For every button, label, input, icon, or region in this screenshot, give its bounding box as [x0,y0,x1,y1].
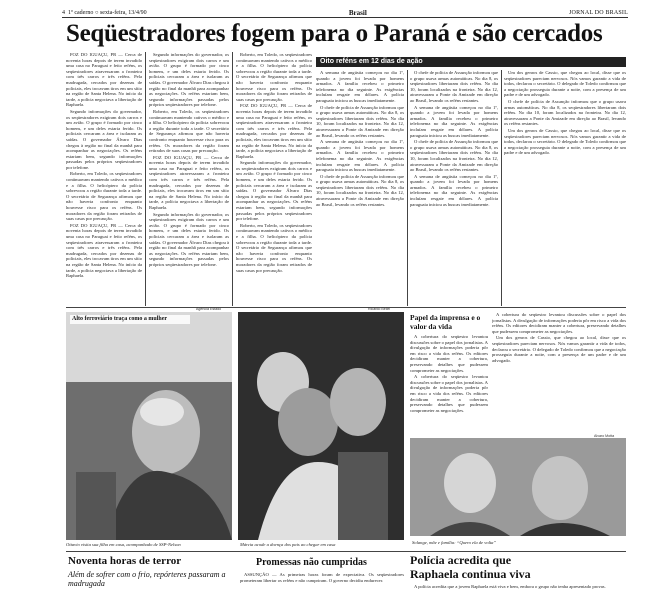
press-role-text [410,334,488,436]
story-alive-headline-line-2: Raphaela continua viva [410,567,531,581]
issue-date: 1º caderno ○ sexta-feira, 13/4/90 [68,9,147,16]
column-divider [232,52,233,306]
story-terror-headline: Noventa horas de terror [68,555,182,567]
photo-father-caption: Ottavio visita sua filha em casa, acompanhado de SSP-Nelson [66,542,181,547]
column-2-text-cont: Roberto, em Toledo, os seqüestradores continuavam mantendo cativos o médico e a filha. O helicóptero da polícia sobrevoou a região durante toda a tarde. O secretário de Segurança afirmou que não haveria confronto enquanto houvesse risco para os reféns. Os moradores da região foram retirados de suas casas por precaução. [149,108,229,154]
photo-father-image [66,312,232,540]
paper-name: JORNAL DO BRASIL [569,9,628,16]
section-divider [66,551,626,552]
timeline-2-text-end: A semana de angústia começou no dia 1º, quando a jovem foi levada por homens armados. A família recebeu o primeiro telefonema no dia seguinte. As exigências incluíam resgate em dólares. A polícia paraguaia iniciou as buscas imediatamente. [410,173,498,207]
right-news-column [504,70,626,306]
photo-embrace-credit: Ricardo Beliel [368,307,391,311]
photo-father-title: Alto ferroviário traça como a mulher [70,315,190,324]
column-divider [145,52,146,306]
right-column-text-cont: O chefe de polícia de Assunção informou que o grupo usava armas automáticas. No dia 8, os seqüestradores libertaram dois reféns. No dia 10, foram localizados na fronteira. No dia 12, atravessaram a Ponte da Amizade em direção ao Brasil, levando os reféns restantes. [504,98,626,127]
column-3-text-end: Roberto, em Toledo, os seqüestradores continuavam mantendo cativos o médico e a filha. O helicóptero da polícia sobrevoou a região durante toda a tarde. O secretário de Segurança afirmou que não haveria confronto enquanto houvesse risco para os reféns. Os moradores da região foram retirados de suas casas por precaução. [236,222,312,273]
photo-embrace-image [238,312,404,540]
story-alive-paragraph: A polícia acredita que a jovem Raphaela está viva e bem, embora o grupo não tenha apresentado provas. [414,584,606,589]
timeline-1-text-cont: O chefe de polícia de Assunção informou que o grupo usava armas automáticas. No dia 8, os seqüestradores libertaram dois reféns. No dia 10, foram localizados na fronteira. No dia 12, atravessaram a Ponte da Amizade em direção ao Brasil, levando os reféns restantes. [316,104,404,138]
press-role-paragraph-cont: A cobertura do seqüestro levantou discussões sobre o papel dos jornalistas. A divulgação de informações poderia pôr em risco a vida dos reféns. Os editores decidiram manter a cobertura, preservando detalhes que pudessem comprometer as negociações. [410,374,488,413]
column-3-text-more: Segundo informações do governador, os seqüestradores exigiram dois carros e um avião. O grupo é formado por cinco homens, e um deles estaria ferido. Os policiais cercaram a área e isolaram as saídas. O governador Álvaro Dias chegou à região no final da manhã para acompanhar as negociações. Os reféns estariam bem, segundo informações passadas pelos próprios seqüestradores por telefone. [236,160,312,222]
main-headline: Seqüestradores fogem para o Paraná e são cercados [66,20,603,47]
timeline-2-text-more: O chefe de polícia de Assunção informou que o grupo usava armas automáticas. No dia 8, os seqüestradores libertaram dois reféns. No dia 10, foram localizados na fronteira. No dia 12, atravessaram a Ponte da Amizade em direção ao Brasil, levando os reféns restantes. [410,139,498,173]
column-3-text-cont: FOZ DO IGUAÇU, PR — Cerca de noventa horas depois de terem invadido uma casa no Paraguai e feito reféns, os seqüestradores atravessaram a fronteira com três carros e três reféns. Pela madrugada, cercados por dezenas de policiais, eles trocavam tiros em um sítio na região de Santa Helena. No início da tarde, a polícia negociava a libertação de Raphaela. [236,103,312,159]
photo-father-credit: Agência Estado [196,307,222,311]
column-2-text-end: Segundo informações do governador, os seqüestradores exigiram dois carros e um avião. O grupo é formado por cinco homens, e um deles estaria ferido. Os policiais cercaram a área e isolaram as saídas. O governador Álvaro Dias chegou à região no final da manhã para acompanhar as negociações. Os reféns estariam bem, segundo informações passadas pelos próprios seqüestradores por telefone. [149,211,229,267]
timeline-box-heading: Oito reféns em 12 dias de ação [316,57,626,67]
story-alive-text [410,584,626,600]
column-divider [501,70,502,306]
right-column-text: Um dos genros de Cassio, que chegou ao local, disse que os seqüestradores pareciam nervosos. Nós vamos garantir a vida de todos, declarou o secretário. O delegado de Toledo confirmou que a negociação prosseguia durante a noite, com a presença de um padre e de um advogado. [504,70,626,98]
article-column-1 [66,52,142,306]
column-1-text-more: Roberto, em Toledo, os seqüestradores continuavam mantendo cativos o médico e a filha. O helicóptero da polícia sobrevoou a região durante toda a tarde. O secretário de Segurança afirmou que não haveria confronto enquanto houvesse risco para os reféns. Os moradores da região foram retirados de suas casas por precaução. [66,171,142,222]
column-1-text-cont: Segundo informações do governador, os seqüestradores exigiram dois carros e um avião. O grupo é formado por cinco homens, e um deles estaria ferido. Os policiais cercaram a área e isolaram as saídas. O governador Álvaro Dias chegou à região no final da manhã para acompanhar as negociações. Os reféns estariam bem, segundo informações passadas pelos próprios seqüestradores por telefone. [66,108,142,170]
column-3-text: Roberto, em Toledo, os seqüestradores continuavam mantendo cativos o médico e a filha. O helicóptero da polícia sobrevoou a região durante toda a tarde. O secretário de Segurança afirmou que não haveria confronto enquanto houvesse risco para os reféns. Os moradores da região foram retirados de suas casas por precaução. [236,52,312,102]
folio-left [62,10,147,16]
article-column-3 [236,52,312,306]
photo-family-caption: Solange, mãe e família: “Quero ela de volta” [412,540,497,545]
page-folio [62,8,628,18]
column-divider [407,70,408,306]
press-role-column-2 [492,312,626,436]
story-promises-headline: Promessas não cumpridas [256,557,367,568]
timeline-column-1 [316,70,404,306]
press-role-column-2-text: A cobertura do seqüestro levantou discussões sobre o papel dos jornalistas. A divulgação de informações poderia pôr em risco a vida dos reféns. Os editores decidiram manter a cobertura, preservando detalhes que pudessem comprometer as negociações. [492,312,626,334]
timeline-column-2 [410,70,498,306]
column-1-text-end: FOZ DO IGUAÇU, PR — Cerca de noventa horas depois de terem invadido uma casa no Paraguai e feito reféns, os seqüestradores atravessaram a fronteira com três carros e três reféns. Pela madrugada, cercados por dezenas de policiais, eles trocavam tiros em um sítio na região de Santa Helena. No início da tarde, a polícia negociava a libertação de Raphaela. [66,222,142,279]
story-alive-headline-line-1: Polícia acredita que [410,553,512,567]
photo-family [410,438,626,536]
story-terror-kicker: Além de sofrer com o frio, repórteres passaram a madrugada [68,570,226,588]
timeline-1-text: A semana de angústia começou no dia 1º, quando a jovem foi levada por homens armados. A família recebeu o primeiro telefonema no dia seguinte. As exigências incluíam resgate em dólares. A polícia paraguaia iniciou as buscas imediatamente. [316,70,404,103]
photo-embrace [238,312,404,540]
column-2-text: Segundo informações do governador, os seqüestradores exigiram dois carros e um avião. O grupo é formado por cinco homens, e um deles estaria ferido. Os policiais cercaram a área e isolaram as saídas. O governador Álvaro Dias chegou à região no final da manhã para acompanhar as negociações. Os reféns estariam bem, segundo informações passadas pelos próprios seqüestradores por telefone. [149,52,229,108]
section-name: Brasil [348,8,367,17]
column-1-text: FOZ DO IGUAÇU, PR — Cerca de noventa horas depois de terem invadido uma casa no Paraguai e feito reféns, os seqüestradores atravessaram a fronteira com três carros e três reféns. Pela madrugada, cercados por dezenas de policiais, eles trocavam tiros em um sítio na região de Santa Helena. No início da tarde, a polícia negociava a libertação de Raphaela. [66,52,142,108]
story-promises-text [240,572,404,600]
timeline-2-text-cont: A semana de angústia começou no dia 1º, quando a jovem foi levada por homens armados. A família recebeu o primeiro telefonema no dia seguinte. As exigências incluíam resgate em dólares. A polícia paraguaia iniciou as buscas imediatamente. [410,104,498,138]
page-number: 4 [62,9,65,16]
press-role-column-2-text-cont: Um dos genros de Cassio, que chegou ao local, disse que os seqüestradores pareciam nervosos. Nós vamos garantir a vida de todos, declarou o secretário. O delegado de Toledo confirmou que a negociação prosseguia durante a noite, com a presença de um padre e de um advogado. [492,335,626,363]
story-promises-paragraph: ASSUNÇÃO — As primeiras horas foram de expectativa. Os seqüestradores prometeram libertar os reféns e não cumpriram. O governo decidiu endurecer. [240,572,404,583]
photo-father [66,312,232,540]
column-2-text-more: FOZ DO IGUAÇU, PR — Cerca de noventa horas depois de terem invadido uma casa no Paraguai e feito reféns, os seqüestradores atravessaram a fronteira com três carros e três reféns. Pela madrugada, cercados por dezenas de policiais, eles trocavam tiros em um sítio na região de Santa Helena. No início da tarde, a polícia negociava a libertação de Raphaela. [149,154,229,211]
photo-embrace-caption: Márcia acode a doença dos pais ao chegar em casa [240,542,336,547]
press-role-paragraph: A cobertura do seqüestro levantou discussões sobre o papel dos jornalistas. A divulgação de informações poderia pôr em risco a vida dos reféns. Os editores decidiram manter a cobertura, preservando detalhes que pudessem comprometer as negociações. [410,334,488,373]
photo-family-credit: Alvaro Motta [594,434,615,438]
right-column-text-more: Um dos genros de Cassio, que chegou ao local, disse que os seqüestradores pareciam nervosos. Nós vamos garantir a vida de todos, declarou o secretário. O delegado de Toledo confirmou que a negociação prosseguia durante a noite, com a presença de um padre e de um advogado. [504,127,626,156]
photo-family-image [410,438,626,536]
article-column-2 [149,52,229,306]
timeline-1-text-more: A semana de angústia começou no dia 1º, quando a jovem foi levada por homens armados. A família recebeu o primeiro telefonema no dia seguinte. As exigências incluíam resgate em dólares. A polícia paraguaia iniciou as buscas imediatamente. [316,139,404,173]
timeline-2-text: O chefe de polícia de Assunção informou que o grupo usava armas automáticas. No dia 8, os seqüestradores libertaram dois reféns. No dia 10, foram localizados na fronteira. No dia 12, atravessaram a Ponte da Amizade em direção ao Brasil, levando os reféns restantes. [410,70,498,103]
section-divider [66,307,626,308]
press-role-heading: Papel da imprensa e o valor da vida [410,313,481,331]
timeline-1-text-end: O chefe de polícia de Assunção informou que o grupo usava armas automáticas. No dia 8, os seqüestradores libertaram dois reféns. No dia 10, foram localizados na fronteira. No dia 12, atravessaram a Ponte da Amizade em direção ao Brasil, levando os reféns restantes. [316,173,404,207]
